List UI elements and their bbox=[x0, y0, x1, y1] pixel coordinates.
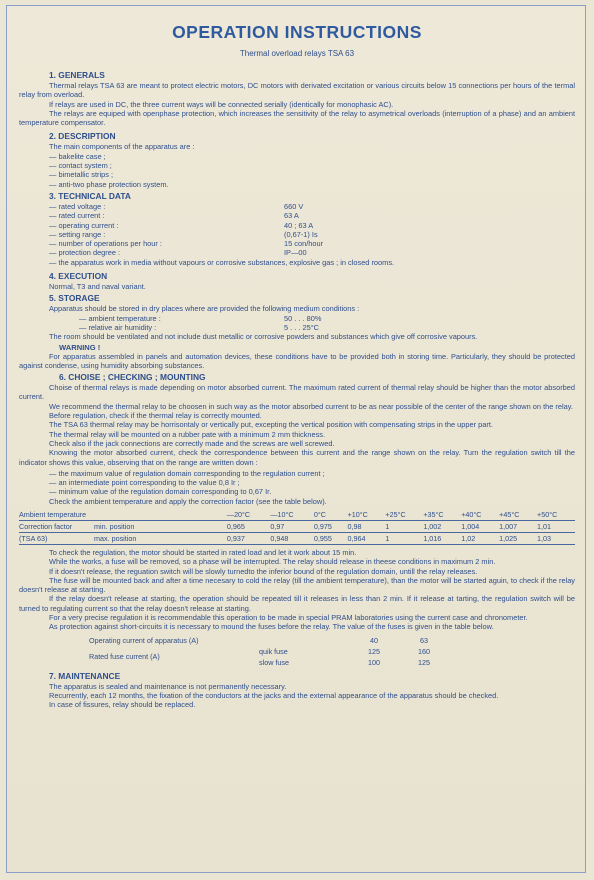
table-cell bbox=[197, 509, 227, 521]
section-mounting-heading: 6. CHOISE ; CHECKING ; MOUNTING bbox=[59, 372, 206, 383]
spec-key: — operating current : bbox=[49, 220, 119, 230]
table-cell: 1,004 bbox=[461, 521, 480, 531]
table-cell: 100 bbox=[368, 657, 380, 667]
table-cell: +50°C bbox=[537, 509, 558, 519]
list-item: — contact system ; bbox=[49, 161, 112, 171]
section-generals-heading: 1. GENERALS bbox=[49, 70, 105, 80]
section-execution-heading: 4. EXECUTION bbox=[49, 271, 108, 282]
condition-key: — relative air humidity : bbox=[79, 322, 157, 332]
table-cell: 0,98 bbox=[347, 521, 362, 531]
table-cell: 0,948 bbox=[270, 533, 289, 543]
paragraph: Check also if the jack connections are correctly made and the screws are well screwed. bbox=[49, 438, 335, 448]
table-cell: min. position bbox=[94, 521, 135, 531]
warning-label: WARNING ! bbox=[59, 342, 101, 352]
table-cell: 1,03 bbox=[537, 533, 552, 543]
paragraph: While the works, a fuse will be removed, so a phase will be interrupted. The relay should release in theese conditions in maximum 2 min. bbox=[49, 557, 496, 567]
table-cell: 0°C bbox=[313, 509, 326, 519]
paragraph: Choise of thermal relays is made depending on motor absorbed current. The maximum rated current of thermal relay should be higher than the motor absorbed current. bbox=[19, 383, 575, 402]
paragraph: If it doesn't release, the reguation switch will be slowly turnedto the inferior bound of the regulation domain, untill the relay releases. bbox=[49, 566, 478, 576]
table-cell: +10°C bbox=[347, 509, 368, 519]
table-cell: 125 bbox=[368, 646, 380, 656]
paragraph: Thermal relays TSA 63 are meant to protect electric motors, DC motors with derivated excitation or various circuits below 15 connections per hours of the termal relay from overload. bbox=[19, 81, 575, 100]
table-cell: 125 bbox=[418, 657, 430, 667]
paragraph: For apparatus assembled in panels and automation devices, these conditions have to be provided both in storing time. Particularly, they should be protected against condense, using humidity absorbing substances. bbox=[19, 351, 575, 370]
spec-key: — protection degree : bbox=[49, 248, 121, 258]
paragraph: Before regulation, check if the thermal relay is correctly mounted. bbox=[49, 411, 262, 421]
storage-condition bbox=[79, 314, 575, 323]
table-cell: 0,937 bbox=[226, 533, 245, 543]
spec-key: — setting range : bbox=[49, 229, 106, 239]
table-cell: max. position bbox=[94, 533, 137, 543]
paragraph: If relays are used in DC, the three current ways will be connected serially (identically for monophasic AC). bbox=[49, 99, 394, 109]
table-cell: Operating current of apparatus (A) bbox=[89, 635, 199, 645]
spec-last-row: — the apparatus work in media without vapours or corrosive substances, explosive gas ; in closed rooms. bbox=[49, 257, 395, 267]
spec-row bbox=[49, 248, 575, 257]
table-cell: quik fuse bbox=[259, 646, 288, 656]
paragraph: The apparatus is sealed and maintenance is not permanently necessary. bbox=[49, 681, 287, 691]
table-cell: 1 bbox=[385, 521, 390, 531]
condition-value: 5 . . . 25°C bbox=[284, 322, 319, 332]
table-cell: 1,01 bbox=[537, 521, 552, 531]
table-row bbox=[19, 509, 575, 521]
check-line: Check the ambient temperature and apply the correction factor (see the table below). bbox=[49, 496, 327, 506]
section-storage-heading: 5. STORAGE bbox=[49, 293, 100, 304]
paragraph: To check the regulation, the motor should be started in rated load and let it work about 15 min. bbox=[49, 547, 357, 557]
spec-row bbox=[49, 239, 575, 248]
paragraph: We recommend the thermal relay to be choosen in such way as the motor absorbed current to be as near possible of the center of the range shown on the relay. bbox=[49, 401, 573, 411]
condition-key: — ambient temperature : bbox=[79, 313, 161, 323]
paragraph: The thermal relay will be mounted on a rubber pate with a minimum 2 mm thickness. bbox=[49, 429, 326, 439]
section-technical-data-heading: 3. TECHNICAL DATA bbox=[49, 190, 131, 201]
execution-text: Normal, T3 and naval variant. bbox=[49, 282, 146, 292]
table-row bbox=[19, 520, 575, 532]
list-item: — bimetallic strips ; bbox=[49, 170, 114, 180]
section-maintenance-heading: 7. MAINTENANCE bbox=[49, 670, 121, 681]
paragraph: Knowing the motor absorbed current, check the correspondence between this current and the range shown on the relay. Turn the regulation switch till the indicator shows this value, observing that on the range are written down : bbox=[19, 448, 575, 467]
list-item: — an intermediate point corresponding to the value 0,8 Ir ; bbox=[49, 478, 240, 488]
table-cell: 160 bbox=[418, 646, 430, 656]
table-cell: +40°C bbox=[461, 509, 482, 519]
table-cell: 0,97 bbox=[270, 521, 285, 531]
page-subtitle: Thermal overload relays TSA 63 bbox=[239, 49, 355, 58]
spec-value: 660 V bbox=[284, 201, 304, 211]
spec-key: — rated current : bbox=[49, 211, 105, 221]
list-item: — minimum value of the regulation domain corresponding to 0,67 Ir. bbox=[49, 487, 272, 497]
spec-value: 15 con/hour bbox=[284, 239, 324, 249]
paragraph: The fuse will be mounted back and after a time necesary to cold the relay (till the ambient temperature), than the motor will be started aguin, to check if the relay doesn't release at starting. bbox=[19, 575, 575, 595]
list-item: — the maximum value of regulation domain corresponding to the regulation current ; bbox=[49, 468, 325, 478]
table-cell: 40 bbox=[370, 635, 378, 645]
list-intro: The main components of the apparatus are : bbox=[49, 142, 195, 152]
table-cell: —10°C bbox=[270, 509, 294, 519]
table-cell: 1,016 bbox=[423, 533, 442, 543]
list-item: — bakelite case ; bbox=[49, 151, 106, 161]
table-row bbox=[89, 646, 449, 657]
table-cell: 1,002 bbox=[423, 521, 442, 531]
paragraph: The room should be ventilated and not include dust metallic or corrosive powders and substances which give off corrosive vapours. bbox=[49, 332, 478, 342]
sheet-content bbox=[19, 16, 575, 710]
correction-factor-table bbox=[19, 509, 575, 545]
spec-value: 63 A bbox=[284, 211, 299, 221]
table-cell: Ambient temperature bbox=[19, 509, 87, 519]
table-cell: 0,965 bbox=[226, 521, 245, 531]
condition-value: 50 . . . 80% bbox=[284, 313, 322, 323]
section-description-heading: 2. DESCRIPTION bbox=[49, 131, 116, 142]
table-cell: slow fuse bbox=[259, 657, 289, 667]
instruction-sheet bbox=[6, 5, 586, 873]
spec-key: — number of operations per hour : bbox=[49, 239, 162, 249]
fuse-table bbox=[89, 635, 449, 668]
table-cell: —20°C bbox=[226, 509, 251, 519]
spec-row bbox=[49, 202, 575, 211]
table-cell: 1 bbox=[385, 533, 390, 543]
paragraph: The relays are equiped with openphase protection, which increases the sensitivity of the relay to asymetrical overloads (interruption of a phase) and an ambient temperature compensator. bbox=[19, 108, 575, 128]
table-cell: 0,975 bbox=[313, 521, 332, 531]
paragraph: Recurrently, each 12 months, the fixation of the conductors at the jacks and the external appearance of the apparatus should be checked. bbox=[49, 690, 499, 700]
paragraph: As protection against short-circuits it is necessary to mound the fuses before the relay. The value of the fuses is given in the table below. bbox=[49, 622, 494, 632]
table-cell: +35°C bbox=[423, 509, 444, 519]
table-row bbox=[19, 532, 575, 544]
table-cell: 63 bbox=[420, 635, 428, 645]
page-title: OPERATION INSTRUCTIONS bbox=[172, 22, 422, 42]
storage-intro: Apparatus should be stored in dry places where are provided the following medium conditions : bbox=[49, 304, 360, 314]
spec-value: 40 ; 63 A bbox=[284, 220, 314, 230]
spec-row bbox=[49, 211, 575, 220]
table-row bbox=[89, 635, 449, 646]
table-cell: Rated fuse current (A) bbox=[89, 652, 160, 662]
paragraph: For a very precise regulation it is recommendable this operation to be made in special PRAM laboratories using the current case and chronometer. bbox=[49, 613, 528, 623]
table-cell: 0,955 bbox=[313, 533, 332, 543]
spec-row bbox=[49, 221, 575, 230]
spec-key: — rated voltage : bbox=[49, 201, 106, 211]
table-cell: 1,007 bbox=[499, 521, 518, 531]
paragraph: If the relay doesn't release at starting, the operation should be repeated till it releases in less than 2 min. If it release at tarting, the regulation switch will be turned to regulating current so that the relay doesn't release at starting. bbox=[19, 594, 575, 613]
spec-value: IP—00 bbox=[284, 248, 307, 258]
table-cell: 1,02 bbox=[461, 533, 476, 543]
paragraph: The TSA 63 thermal relay may be horrisontaly or vertically put, excepting the vertical position with compensating strips in the upper part. bbox=[49, 420, 493, 430]
table-cell: 0,964 bbox=[347, 533, 366, 543]
spec-row bbox=[49, 230, 575, 239]
table-cell: +25°C bbox=[385, 509, 406, 519]
list-item: — anti-two phase protection system. bbox=[49, 179, 169, 189]
table-cell: (TSA 63) bbox=[19, 533, 48, 543]
table-cell: 1,025 bbox=[499, 533, 518, 543]
storage-condition bbox=[79, 323, 575, 332]
spec-value: (0,67-1) Is bbox=[284, 229, 318, 239]
table-cell: Correction factor bbox=[19, 521, 73, 531]
table-cell: +45°C bbox=[499, 509, 520, 519]
paragraph: In case of fissures, relay should be replaced. bbox=[49, 700, 196, 710]
